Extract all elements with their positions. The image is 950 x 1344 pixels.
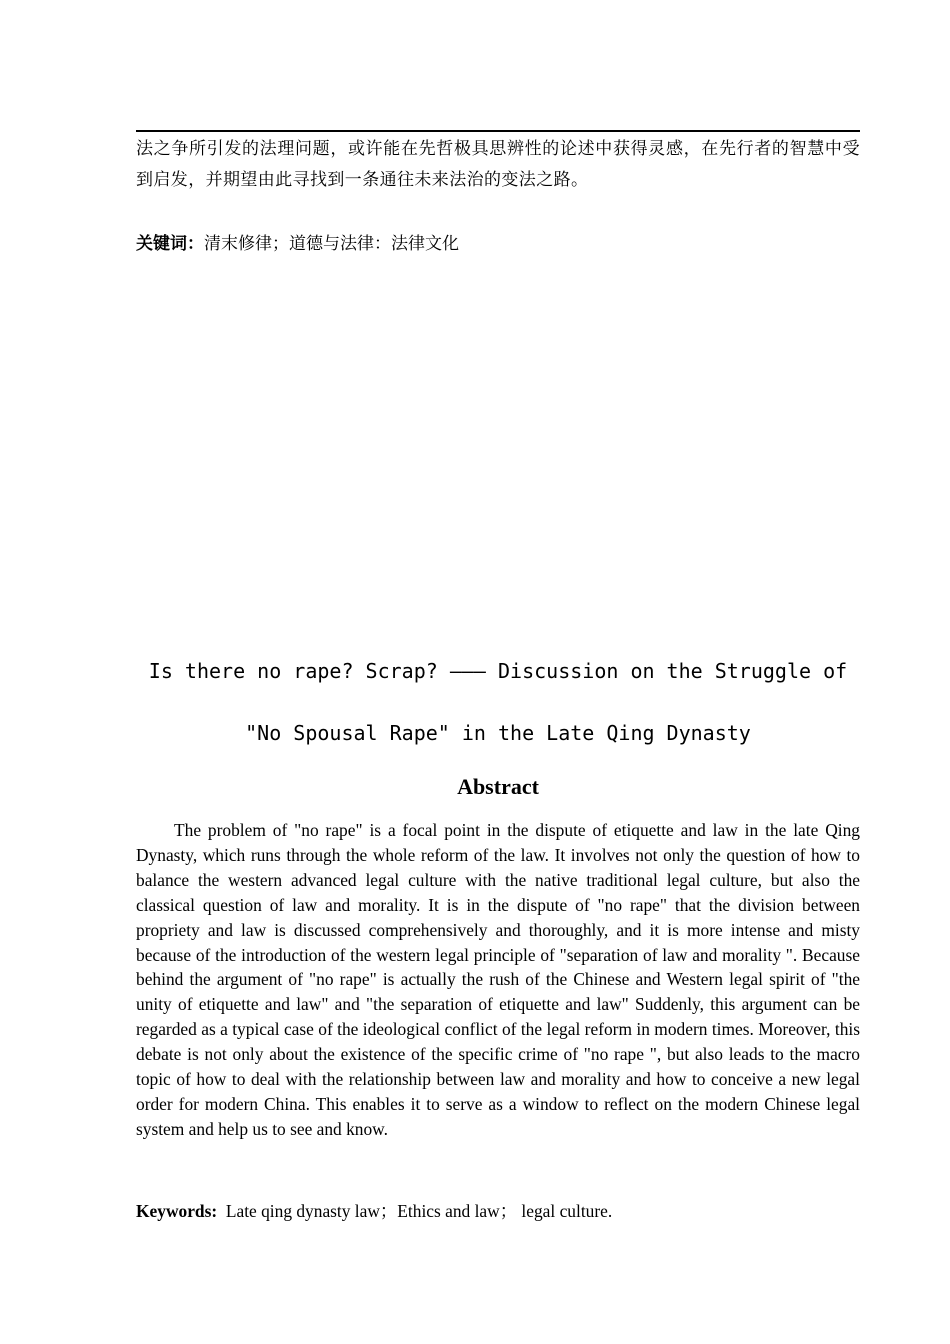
english-title-line-1: Is there no rape? Scrap? ——— Discussion on the Struggle of bbox=[148, 659, 848, 683]
english-keywords-label: Keywords: bbox=[136, 1201, 218, 1221]
chinese-keywords-text: 清末修律；道德与法律：法律文化 bbox=[204, 234, 459, 254]
english-keywords bbox=[136, 1198, 860, 1224]
english-keywords-text: Late qing dynasty law；Ethics and law； legal culture. bbox=[225, 1201, 613, 1221]
chinese-keywords-label: 关键词： bbox=[136, 234, 204, 254]
english-title-line-2: "No Spousal Rape" in the Late Qing Dynasty bbox=[245, 721, 751, 745]
header-rule bbox=[136, 130, 860, 132]
abstract-heading: Abstract bbox=[457, 774, 539, 799]
abstract-body: The problem of "no rape" is a focal point in the dispute of etiquette and law in the late Qing Dynasty, which runs through the whole reform of the law. It involves not only the question of how to balance the western advanced legal culture with the native traditional legal culture, but also the classical question of law and morality. It is in the dispute of "no rape" that the division between propriety and law is discussed comprehensively and thoroughly, and it is more intense and misty because of the introduction of the western legal principle of "separation of law and morality ". Because behind the argument of "no rape" is actually the rush of the Chinese and Western legal spirit of "the unity of etiquette and law" and "the separation of etiquette and law" Suddenly, this argument can be regarded as a typical case of the ideological conflict of the legal reform in modern times. Moreover, this debate is not only about the existence of the specific crime of "no rape ", but also leads to the macro topic of how to deal with the relationship between law and morality and how to conceive a new legal order for modern China. This enables it to serve as a window to reflect on the modern Chinese legal system and help us to see and know. bbox=[136, 820, 860, 1139]
chinese-keywords bbox=[136, 230, 860, 258]
chinese-abstract-continuation: 法之争所引发的法理问题，或许能在先哲极具思辨性的论述中获得灵感，在先行者的智慧中受到启发，并期望由此寻找到一条通往未来法治的变法之路。 bbox=[136, 139, 860, 190]
